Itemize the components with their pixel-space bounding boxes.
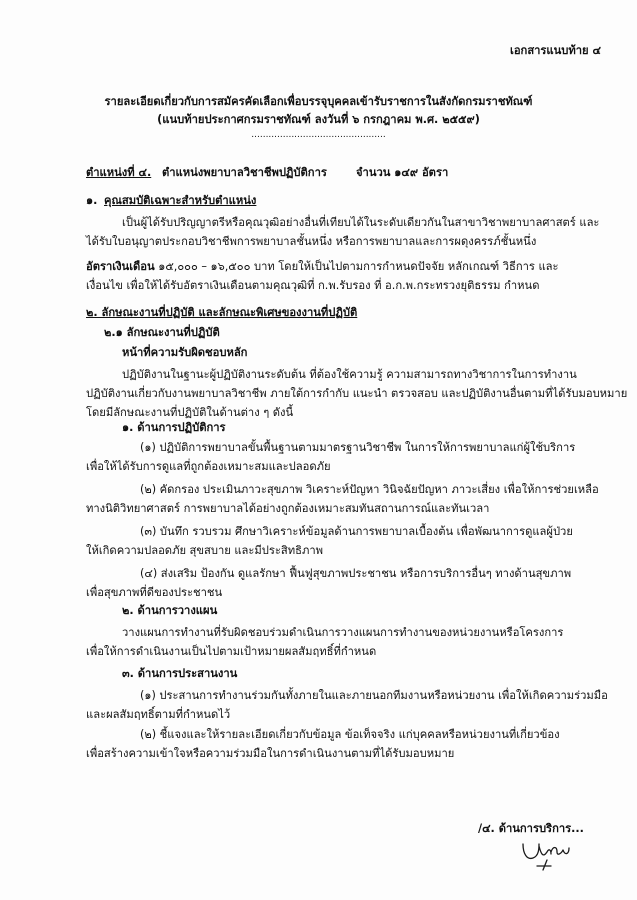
plan-heading: ๒. ด้านการวางแผน bbox=[122, 604, 218, 617]
coord-item: (๒) ชี้แจงและให้รายละเอียดเกี่ยวกับข้อมูล ข้อเท็จจริง แก่บุคคลหรือหน่วยงานที่เกี่ยวข้อง bbox=[140, 728, 560, 741]
plan-line: วางแผนการทำงานที่รับผิดชอบร่วมดำเนินการวางแผนการทำงานของหน่วยงานหรือโครงการ bbox=[122, 626, 564, 639]
ops-item: (๑) ปฏิบัติการพยาบาลขั้นพื้นฐานตามมาตรฐานวิชาชีพ ในการให้การพยาบาลแก่ผู้ใช้บริการ bbox=[140, 441, 576, 454]
ops-item: ให้เกิดความปลอดภัย สุขสบาย และมีประสิทธิภาพ bbox=[86, 544, 323, 557]
section1-heading: คุณสมบัติเฉพาะสำหรับตำแหน่ง bbox=[104, 194, 257, 207]
ops-item: (๒) คัดกรอง ประเมินภาวะสุขภาพ วิเคราะห์ปัญหา วินิจฉัยปัญหา ภาวะเสี่ยง เพื่อให้การช่วยเหลือ bbox=[140, 483, 599, 496]
ops-item: (๓) บันทึก รวบรวม ศึกษาวิเคราะห์ข้อมูลด้านการพยาบาลเบื้องต้น เพื่อพัฒนาการดูแลผู้ป่วย bbox=[140, 525, 573, 538]
ops-item: เพื่อให้ได้รับการดูแลที่ถูกต้องเหมาะสมและปลอดภัย bbox=[86, 460, 331, 473]
coord-heading: ๓. ด้านการประสานงาน bbox=[122, 667, 238, 680]
intro-line: ปฏิบัติงานในฐานะผู้ปฏิบัติงานระดับต้น ที่ต้องใช้ความรู้ ความสามารถทางวิชาการในการทำงาน bbox=[122, 368, 577, 381]
ops-item: เพื่อสุขภาพที่ดีของประชาชน bbox=[86, 586, 223, 599]
coord-item: (๑) ประสานการทำงานร่วมกันทั้งภายในและภายนอกทีมงานหรือหน่วยงาน เพื่อให้เกิดความร่วมมือ bbox=[140, 689, 608, 702]
intro-line: โดยมีลักษณะงานที่ปฏิบัติในด้านต่าง ๆ ดังนี้ bbox=[86, 406, 294, 419]
intro-line: ปฏิบัติงานเกี่ยวกับงานพยาบาลวิชาชีพ ภายใต้การกำกับ แนะนำ ตรวจสอบ และปฏิบัติงานอื่นตามที่ได้รับมอบหมาย bbox=[86, 387, 628, 400]
salary-line-2: เงื่อนไข เพื่อให้ได้รับอัตราเงินเดือนตามคุณวุฒิที่ ก.พ.รับรอง ที่ อ.ก.พ.กระทรวงยุติธรรม กำหนด bbox=[86, 279, 540, 292]
section1-number: ๑. bbox=[86, 194, 98, 207]
separator: ............................................... bbox=[251, 130, 386, 140]
salary-line bbox=[86, 259, 559, 274]
section1-line: ได้รับใบอนุญาตประกอบวิชาชีพการพยาบาลชั้นหนึ่ง หรือการพยาบาลและการผดุงครรภ์ชั้นหนึ่ง bbox=[86, 235, 537, 248]
ops-item: ทางนิติวิทยาศาสตร์ การพยาบาลได้อย่างถูกต้องเหมาะสมทันสถานการณ์และทันเวลา bbox=[86, 502, 490, 515]
coord-item: เพื่อสร้างความเข้าใจหรือความร่วมมือในการดำเนินงานตามที่ได้รับมอบหมาย bbox=[86, 747, 455, 760]
position-number: ตำแหน่งที่ ๔. bbox=[86, 166, 152, 179]
section2-heading: ๒. ลักษณะงานที่ปฏิบัติ และลักษณะพิเศษของงานที่ปฏิบัติ bbox=[86, 306, 358, 319]
plan-line: เพื่อให้การดำเนินงานเป็นไปตามเป้าหมายผลสัมฤทธิ์ที่กำหนด bbox=[86, 645, 377, 658]
attachment-label: เอกสารแนบท้าย ๔ bbox=[510, 44, 601, 57]
continued-marker: /๔. ด้านการบริการ... bbox=[478, 822, 584, 835]
section2-1-heading: ๒.๑ ลักษณะงานที่ปฏิบัติ bbox=[104, 326, 220, 339]
handwritten-signature bbox=[517, 832, 577, 874]
document-title: รายละเอียดเกี่ยวกับการสมัครคัดเลือกเพื่อบรรจุบุคคลเข้ารับราชการในสังกัดกรมราชทัณฑ์ bbox=[104, 95, 533, 108]
ops-item: (๔) ส่งเสริม ป้องกัน ดูแลรักษา ฟื้นฟูสุขภาพประชาชน หรือการบริการอื่นๆ ทางด้านสุขภาพ bbox=[140, 567, 572, 580]
document-subtitle: (แนบท้ายประกาศกรมราชทัณฑ์ ลงวันที่ ๖ กรกฎาคม พ.ศ. ๒๕๕๙) bbox=[157, 113, 480, 126]
ops-heading: ๑. ด้านการปฏิบัติการ bbox=[122, 421, 226, 434]
position-name: ตำแหน่งพยาบาลวิชาชีพปฏิบัติการ bbox=[162, 166, 327, 179]
coord-item: และผลสัมฤทธิ์ตามที่กำหนดไว้ bbox=[86, 708, 231, 721]
duty-heading: หน้าที่ความรับผิดชอบหลัก bbox=[122, 346, 248, 359]
position-vacancies: จำนวน ๑๔๙ อัตรา bbox=[356, 166, 449, 179]
section1-line: เป็นผู้ได้รับปริญญาตรีหรือคุณวุฒิอย่างอื่นที่เทียบได้ในระดับเดียวกันในสาขาวิชาพยาบาลศาสตร์ และ bbox=[122, 216, 600, 229]
salary-label: อัตราเงินเดือน bbox=[86, 260, 155, 273]
salary-range: ๑๕,๐๐๐ – ๑๖,๕๐๐ บาท โดยให้เป็นไปตามการกำหนดปัจจัย หลักเกณฑ์ วิธีการ และ bbox=[154, 260, 559, 273]
